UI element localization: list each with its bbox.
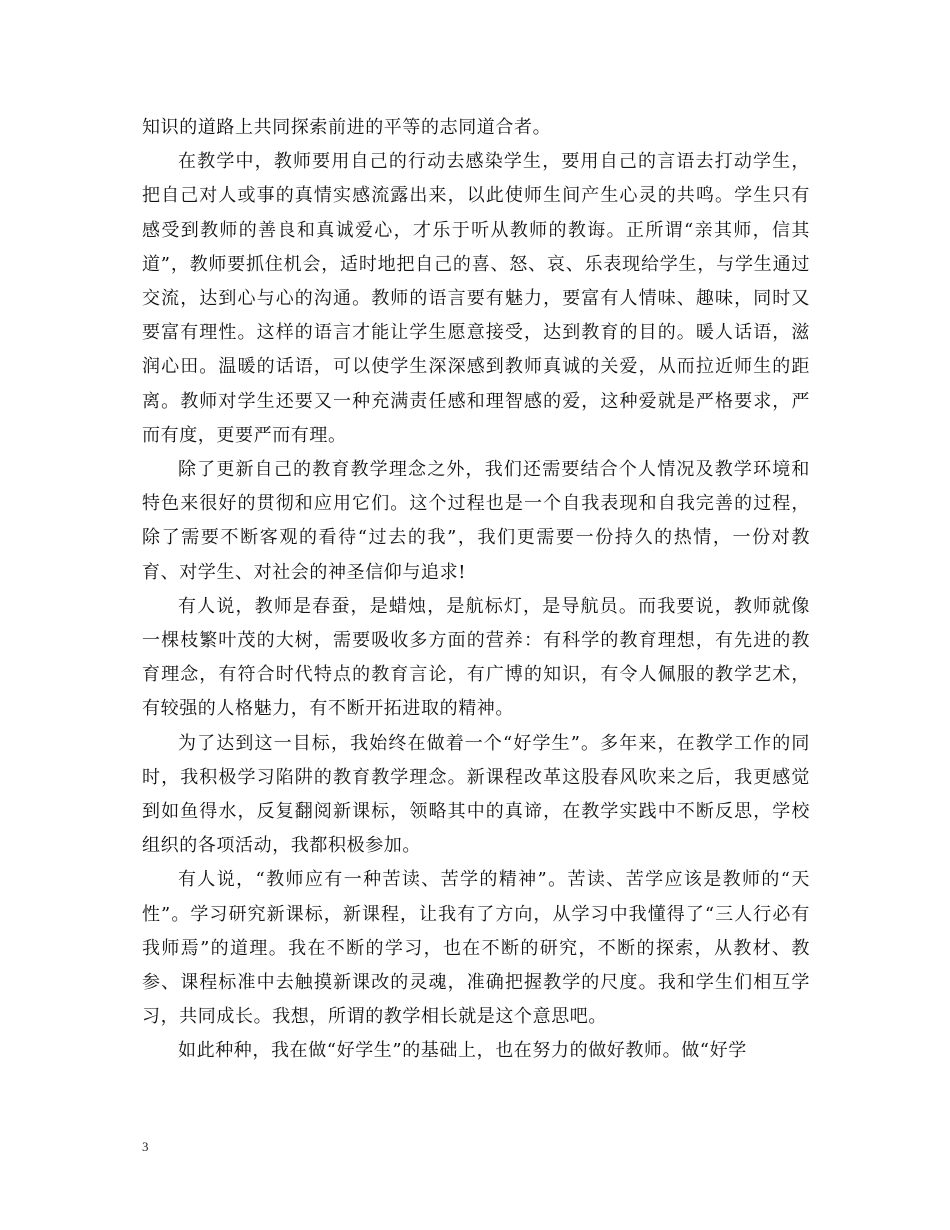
paragraph: 除了更新自己的教育教学理念之外，我们还需要结合个人情况及教学环境和特色来很好的贯彻和应用它们。这个过程也是一个自我表现和自我完善的过程，除了需要不断客观的看待“过去的我”，我们更需要一份持久的热情，一份对教育、对学生、对社会的神圣信仰与追求! xyxy=(142,459,810,583)
paragraph: 在教学中，教师要用自己的行动去感染学生，要用自己的言语去打动学生，把自己对人或事的真情实感流露出来，以此使师生间产生心灵的共鸣。学生只有感受到教师的善良和真诚爱心，才乐于听从教师的教诲。正所谓“亲其师，信其道”，教师要抓住机会，适时地把自己的喜、怒、哀、乐表现给学生，与学生通过交流，达到心与心的沟通。教师的语言要有魅力，要富有人情味、趣味，同时又要富有理性。这样的语言才能让学生愿意接受，达到教育的目的。暖人话语，滋润心田。温暖的话语，可以使学生深深感到教师真诚的关爱，从而拉近师生的距离。教师对学生还要又一种充满责任感和理智感的爱，这种爱就是严格要求，严而有度，更要严而有理。 xyxy=(142,151,810,446)
page-number: 3 xyxy=(142,1139,149,1154)
document-body xyxy=(142,111,810,1069)
paragraph: 如此种种，我在做“好学生”的基础上，也在努力的做好教师。做“好学 xyxy=(178,1040,747,1062)
paragraph: 有人说，教师是春蚕，是蜡烛，是航标灯，是导航员。而我要说，教师就像一棵枝繁叶茂的大树，需要吸收多方面的营养：有科学的教育理想，有先进的教育理念，有符合时代特点的教育言论，有广博的知识，有令人佩服的教学艺术，有较强的人格魅力，有不断开拓进取的精神。 xyxy=(142,595,810,720)
paragraph-continuation: 知识的道路上共同探索前进的平等的志同道合者。 xyxy=(142,117,552,138)
paragraph: 为了达到这一目标，我始终在做着一个“好学生”。多年来，在教学工作的同时，我积极学习陷阱的教育教学理念。新课程改革这股春风吹来之后，我更感觉到如鱼得水，反复翻阅新课标，领略其中的真谛，在教学实践中不断反思，学校组织的各项活动，我都积极参加。 xyxy=(142,732,810,857)
paragraph: 有人说，“教师应有一种苦读、苦学的精神”。苦读、苦学应该是教师的“天性”。学习研究新课标，新课程，让我有了方向，从学习中我懂得了“三人行必有我师焉”的道理。我在不断的学习，也在不断的研究，不断的探索，从教材、教参、课程标准中去触摸新课改的灵魂，准确把握教学的尺度。我和学生们相互学习，共同成长。我想，所谓的教学相长就是这个意思吧。 xyxy=(142,869,810,1028)
